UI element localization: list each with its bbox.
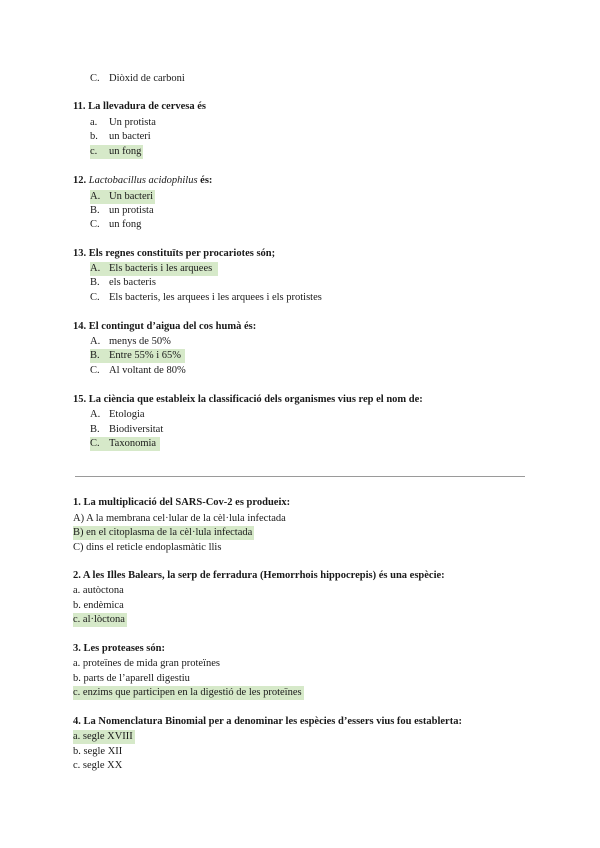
q13-question: 13. Els regnes constituïts per procariotes són; — [73, 248, 276, 259]
q15-option-a: A. Etologia — [90, 409, 145, 420]
q11-option-a: a. Un protista — [90, 117, 156, 128]
q14-option-c: C. Al voltant de 80% — [90, 365, 186, 376]
s2-q3-option-a: a. proteïnes de mida gran proteïnes — [73, 658, 220, 669]
q12-option-b: B. un protista — [90, 205, 154, 216]
s2-q2-option-c-correct: c. al·lòctona — [73, 614, 125, 625]
q15-option-b: B. Biodiversitat — [90, 424, 164, 435]
s2-q4-option-a-correct: a. segle XVIII — [73, 731, 133, 742]
q10-option-c: C. Diòxid de carboni — [90, 73, 185, 84]
q12-option-a-correct: A. Un bacteri — [90, 191, 154, 202]
q15-option-c-correct: C. Taxonomia — [90, 437, 160, 451]
q14-option-a: A. menys de 50% — [90, 336, 171, 347]
q12-option-c: C. un fong — [90, 219, 142, 230]
q11-option-b: b. un bacteri — [90, 131, 151, 142]
q14-option-b-correct: B. Entre 55% i 65% — [90, 349, 185, 363]
species-name: Lactobacillus acidophilus — [88, 175, 198, 186]
s2-q4-option-c: c. segle XX — [73, 760, 123, 771]
q13-option-b: B. els bacteris — [90, 277, 156, 288]
s2-q1-option-a: A) A la membrana cel·lular de la cèl·lula infectada — [73, 513, 286, 524]
s2-q2-option-a: a. autòctona — [73, 585, 124, 596]
s2-q1-question: 1. La multiplicació del SARS-Cov-2 es produeix: — [73, 497, 291, 508]
s2-q1-option-c: C) dins el reticle endoplasmàtic llis — [73, 542, 222, 553]
q12-question: 12. Lactobacillus acidophilus és: — [73, 175, 213, 186]
s2-q4-option-b: b. segle XII — [73, 746, 123, 757]
q13-option-a-correct: A. Els bacteris i les arquees — [90, 262, 218, 276]
s2-q3-option-b: b. parts de l’aparell digestiu — [73, 673, 190, 684]
q14-question: 14. El contingut d’aigua del cos humà és: — [73, 321, 257, 332]
s2-q3-option-c-correct: c. enzims que participen en la digestió de les proteïnes — [73, 687, 302, 698]
q13-option-c: C. Els bacteris, les arquees i les arquees i els protistes — [90, 292, 322, 303]
s2-q2-question: 2. A les Illes Balears, la serp de ferradura (Hemorrhois hippocrepis) és una espècie: — [73, 570, 445, 581]
s2-q1-option-b-correct: B) en el citoplasma de la cèl·lula infectada — [73, 527, 253, 538]
q11-option-c-correct: c. un fong — [90, 146, 142, 157]
s2-q3-question: 3. Les proteases són: — [73, 643, 165, 654]
q11-question: 11. La llevadura de cervesa és — [73, 101, 206, 112]
section-divider — [75, 476, 525, 477]
s2-q2-option-b: b. endèmica — [73, 600, 124, 611]
s2-q4-question: 4. La Nomenclatura Binomial per a denominar les espècies d’essers vius fou establerta: — [73, 716, 462, 727]
q15-question: 15. La ciència que estableix la classificació dels organismes vius rep el nom de: — [73, 394, 423, 405]
